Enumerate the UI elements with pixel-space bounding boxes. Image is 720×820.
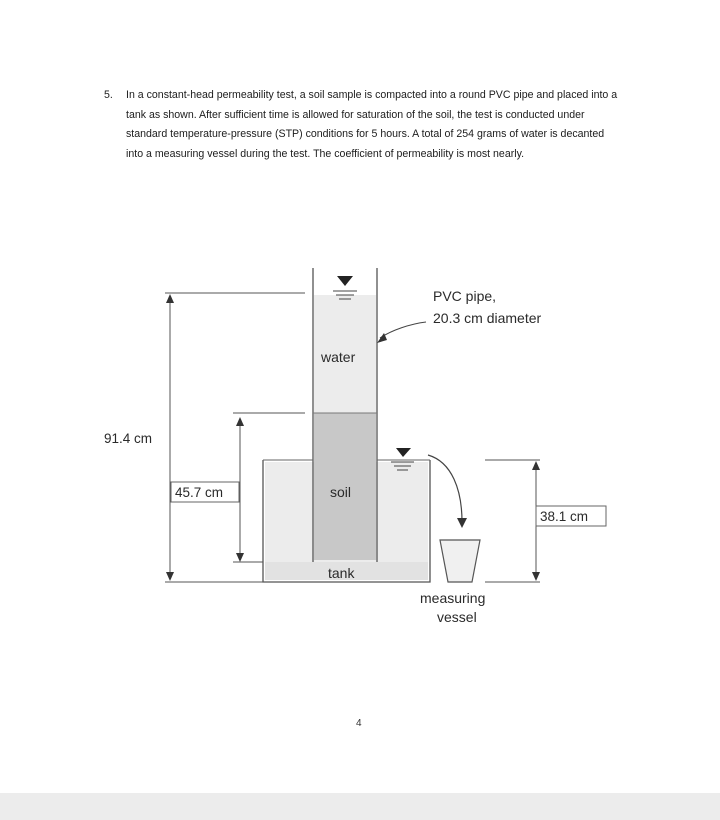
- tank-label: tank: [328, 565, 355, 581]
- pipe-label-leader: [380, 322, 426, 338]
- page-number: 4: [356, 718, 362, 729]
- soil-label: soil: [330, 484, 352, 500]
- pipe-label-line1: PVC pipe,: [433, 288, 497, 304]
- dimension-tank-level: [485, 460, 540, 582]
- overflow-arrow: [428, 455, 462, 522]
- vessel-label-line1: measuring: [420, 590, 486, 606]
- measuring-vessel-shape: [440, 540, 480, 582]
- dim-total-head-label: 91.4 cm: [104, 431, 153, 446]
- overflow-arrowhead: [457, 518, 467, 528]
- dim-soil-top-label: 45.7 cm: [175, 485, 224, 500]
- water-label: water: [321, 349, 356, 365]
- problem-number: 5.: [104, 89, 113, 101]
- vessel-label-line2: vessel: [437, 609, 477, 625]
- dim-tank-level-label: 38.1 cm: [540, 509, 589, 524]
- problem-text: In a constant-head permeability test, a soil sample is compacted into a round PVC pipe and placed into a tank as shown. After sufficient time is allowed for saturation of the soil, the test is conducted under standard temperature-pressure (STP) conditions for 5 hours. A total of 254 grams of water is decanted into a measuring vessel during the test. The coefficient of permeability is most nearly.: [126, 89, 618, 160]
- pipe-label-line2: 20.3 cm diameter: [433, 310, 542, 326]
